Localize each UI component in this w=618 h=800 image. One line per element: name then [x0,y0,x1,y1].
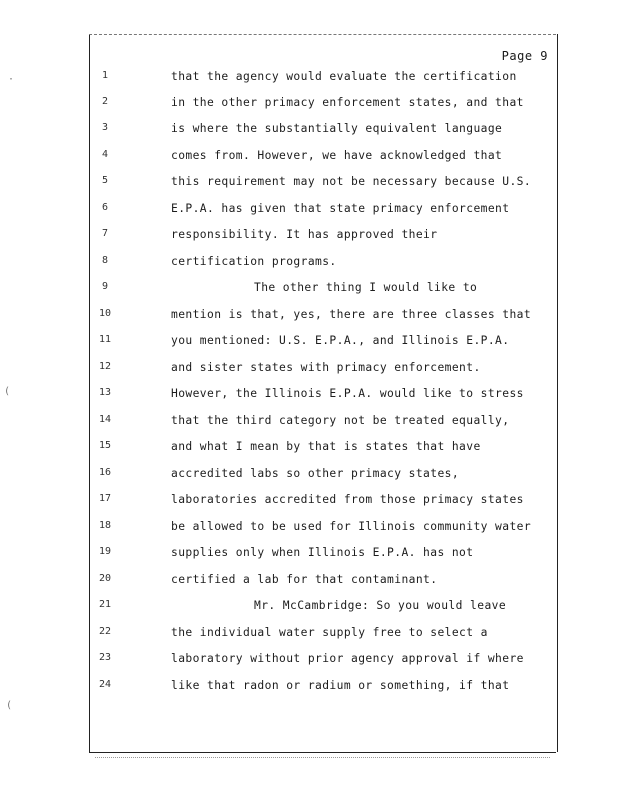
margin-scan-mark: ( [6,700,13,711]
line-number: 1 [101,70,109,81]
line-number: 7 [101,228,109,239]
transcript-line: and sister states with primacy enforcement. [171,361,481,374]
transcript-line: and what I mean by that is states that have [171,440,481,453]
transcript-line: laboratories accredited from those primacy states [171,493,524,506]
line-number: 5 [101,175,109,186]
line-number: 23 [98,652,112,663]
transcript-line: comes from. However, we have acknowledged that [171,149,503,162]
line-number: 2 [101,96,109,107]
transcript-line: certification programs. [171,255,337,268]
transcript-line: The other thing I would like to [254,281,478,294]
page-number: Page 9 [501,49,548,63]
line-number: 14 [98,414,112,425]
transcript-line: this requirement may not be necessary because U.S. [171,175,532,188]
margin-scan-mark: ( [4,386,11,397]
line-number: 11 [98,334,112,345]
bottom-scan-noise [95,757,550,758]
transcript-line: Mr. McCambridge: So you would leave [254,599,507,612]
transcript-line: be allowed to be used for Illinois community water [171,520,532,533]
margin-scan-mark: · [8,74,15,85]
line-number: 4 [101,149,109,160]
line-number: 10 [98,308,112,319]
line-number: 6 [101,202,109,213]
transcript-line: accredited labs so other primacy states, [171,467,460,480]
transcript-line: However, the Illinois E.P.A. would like to stress [171,387,524,400]
line-number: 8 [101,255,109,266]
line-number: 9 [101,281,109,292]
line-number: 21 [98,599,112,610]
transcript-line: in the other primacy enforcement states, and that [171,96,524,109]
transcript-line: you mentioned: U.S. E.P.A., and Illinois E.P.A. [171,334,510,347]
line-number: 13 [98,387,112,398]
transcript-line: is where the substantially equivalent language [171,122,503,135]
transcript-line: supplies only when Illinois E.P.A. has not [171,546,474,559]
transcript-line: that the agency would evaluate the certification [171,70,517,83]
bottom-rule [89,752,556,753]
line-number: 19 [98,546,112,557]
transcript-line: certified a lab for that contaminant. [171,573,438,586]
line-number: 22 [98,626,112,637]
line-number: 17 [98,493,112,504]
line-number: 15 [98,440,112,451]
line-number: 3 [101,122,109,133]
line-number: 24 [98,679,112,690]
transcript-line: laboratory without prior agency approval if where [171,652,524,665]
line-number: 20 [98,573,112,584]
line-number: 18 [98,520,112,531]
line-number: 16 [98,467,112,478]
line-number: 12 [98,361,112,372]
top-rule [89,34,556,35]
transcript-line: responsibility. It has approved their [171,228,438,241]
transcript-line: like that radon or radium or something, if that [171,679,510,692]
transcript-line: mention is that, yes, there are three classes that [171,308,532,321]
transcript-line: that the third category not be treated equally, [171,414,510,427]
transcript-line: the individual water supply free to select a [171,626,488,639]
transcript-line: E.P.A. has given that state primacy enforcement [171,202,510,215]
